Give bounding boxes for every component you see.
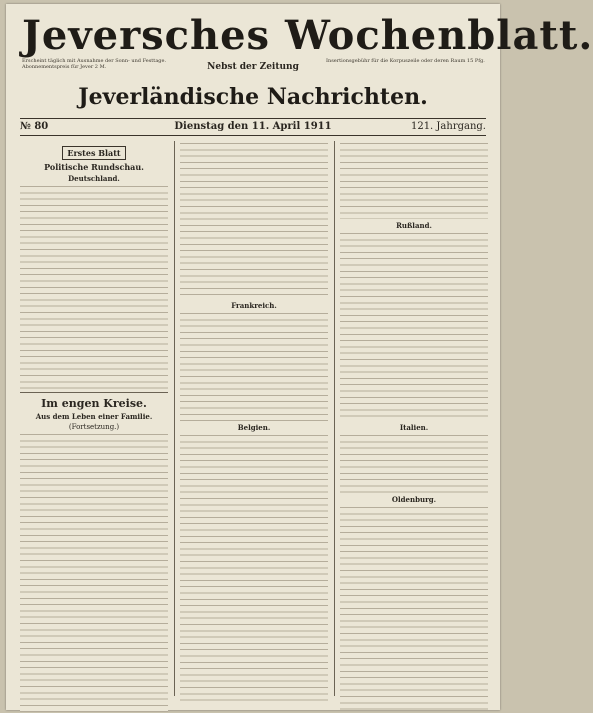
article-text-france — [180, 311, 328, 421]
story-subtitle: Aus dem Leben einer Familie. — [35, 412, 153, 421]
masthead-right-note: Insertionsgebühr für die Korpuszeile oder deren Raum 15 Pfg. — [326, 58, 485, 64]
section-russia: Rußland. — [396, 221, 432, 230]
story-title: Im engen Kreise. — [41, 397, 147, 410]
article-text-russia — [340, 231, 488, 421]
article-text-italy — [340, 433, 488, 493]
column-3 — [340, 141, 488, 701]
column-1 — [20, 141, 168, 701]
column-divider-1 — [174, 141, 175, 696]
column-2 — [180, 141, 328, 701]
section-italy: Italien. — [399, 423, 429, 432]
separator — [20, 392, 168, 393]
article-text-col3-top — [340, 141, 488, 219]
article-text-oldenburg — [340, 505, 488, 710]
column-divider-2 — [334, 141, 335, 696]
issue-number: № 80 — [20, 121, 49, 132]
section-france: Frankreich. — [231, 301, 277, 310]
newspaper-title: Jeversches Wochenblatt. — [22, 12, 593, 59]
article-text-col2-top — [180, 141, 328, 299]
first-sheet-label: Erstes Blatt — [62, 146, 125, 160]
section-germany: Deutschland. — [68, 174, 120, 183]
section-belgium: Belgien. — [237, 423, 271, 432]
newspaper-subtitle: Jeverländische Nachrichten. — [78, 84, 428, 110]
masthead-left-note: Erscheint täglich mit Ausnahme der Sonn- und Festtage. Abonnementspreis für Jever 2 M. — [22, 58, 167, 70]
issue-volume: 121. Jahrgang. — [410, 121, 486, 132]
article-text-germany — [20, 184, 168, 389]
section-oldenburg: Oldenburg. — [391, 495, 437, 504]
story-note: (Fortsetzung.) — [68, 423, 120, 431]
newspaper-page — [6, 4, 593, 710]
masthead-rule-top — [20, 118, 486, 119]
masthead-rule-bottom — [20, 135, 486, 136]
section-political-review: Politische Rundschau. — [44, 162, 144, 172]
article-text-belgium — [180, 433, 328, 705]
story-text — [20, 432, 168, 712]
issue-date: Dienstag den 11. April 1911 — [174, 121, 332, 132]
masthead-nebst: Nebst der Zeitung — [207, 62, 299, 72]
